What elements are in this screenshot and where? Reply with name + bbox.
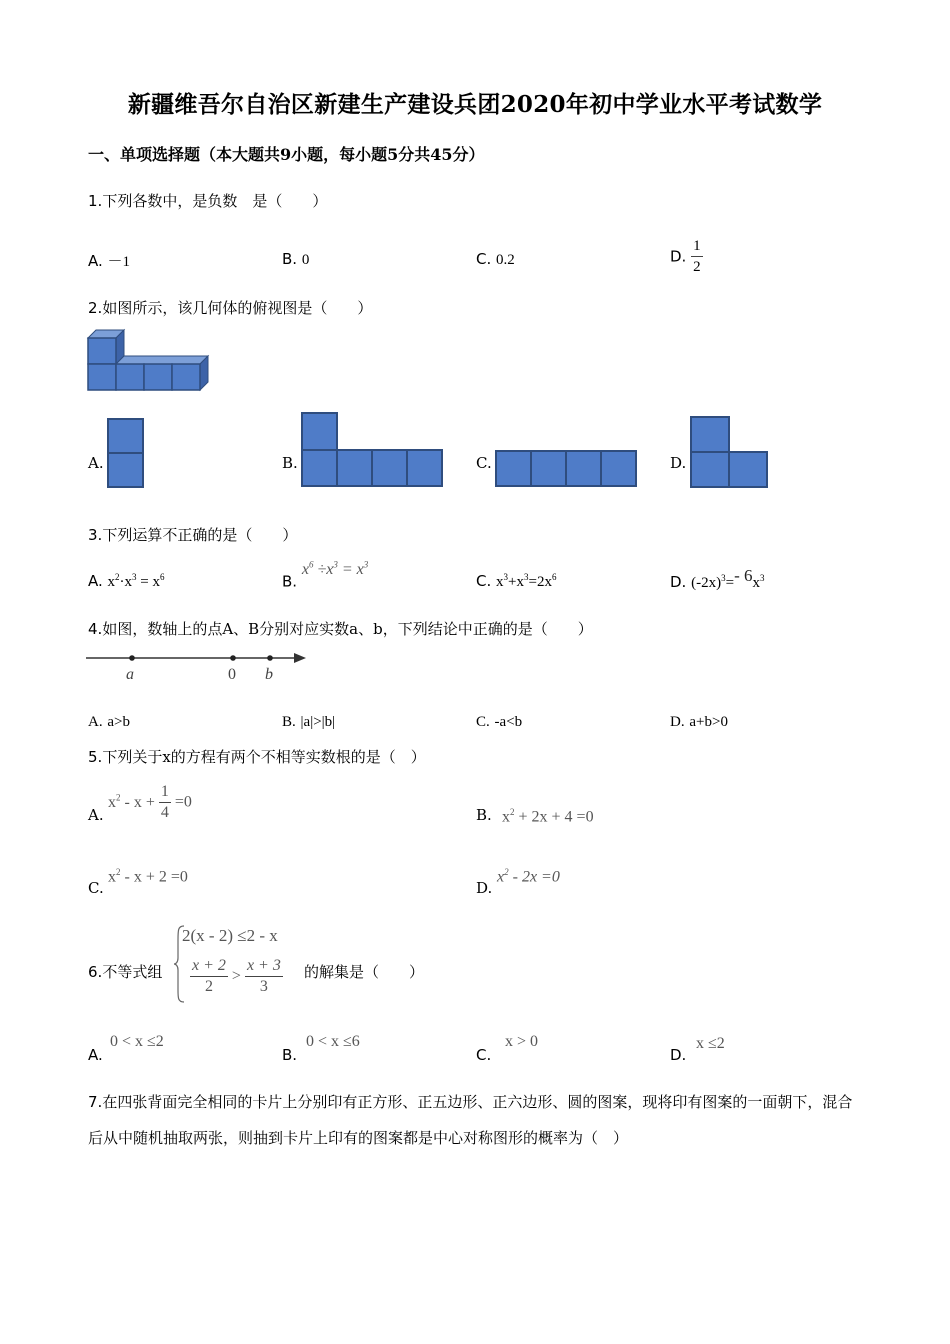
q6-option-c-expr: x > 0 (505, 1033, 539, 1050)
q5-option-a-label: A. (88, 806, 104, 824)
q2-option-b-label: B. (282, 454, 298, 472)
q2-option-a-figure (106, 417, 146, 489)
inequality-2: $\frac{x + 2}{2}$ > $\frac{x + 3}{3}$ (192, 957, 281, 995)
q6-option-b-expr: 0 < x ≤6 (306, 1033, 360, 1050)
q5-option-d-expr: $x^2 - 2x =0$ (497, 867, 560, 886)
q6-option-d-expr: x ≤2 (696, 1035, 725, 1052)
question-6-suffix: 的解集是（ ） (304, 963, 425, 981)
q3-option-c: C. $x^3+x^3=2x^6$ (476, 572, 557, 590)
q5-option-b-label: B. (476, 806, 492, 824)
q1-option-c: C. 0.2 (476, 250, 515, 268)
q1-option-a: A. －1 (88, 252, 131, 270)
question-2: 2.如图所示，该几何体的俯视图是（ ） (88, 299, 373, 317)
fraction: $\frac{1}{2}$ (693, 238, 701, 275)
q5-option-a-expr: $x^2$ - x + $\frac{1}{4}$ =0 (108, 783, 192, 821)
q2-option-b-figure (300, 411, 446, 489)
q6-option-c-label: C. (476, 1046, 492, 1064)
question-5: 5.下列关于x的方程有两个不相等实数根的是（ ） (88, 748, 426, 766)
q2-option-a-label: A. (88, 454, 104, 472)
question-6-label: 6.不等式组 (88, 963, 163, 981)
q6-option-a-label: A. (88, 1046, 103, 1064)
question-1 (88, 190, 327, 211)
q6-option-a-expr: 0 < x ≤2 (110, 1033, 164, 1050)
q4-option-a: A. a>b (88, 714, 130, 730)
q3-option-d: D. $(-2x)^3=-$ $6x^3$ (670, 566, 765, 591)
section-heading: 一、单项选择题（本大题共9小题，每小题5分共45分） (88, 145, 485, 164)
page-title: 新疆维吾尔自治区新建生产建设兵团2020年初中学业水平考试数学 (127, 91, 823, 118)
number-line (86, 648, 310, 688)
q5-option-b-expr: $x^2 + 2x + 4 =0$ (502, 807, 594, 826)
q1-option-d: D. $\frac{1}{2}$ (670, 238, 701, 275)
q6-option-d-label: D. (670, 1046, 687, 1064)
question-4: 4.如图，数轴上的点A、B分别对应实数a、b，下列结论中正确的是（ ） (88, 620, 593, 638)
q2-option-d-figure (689, 415, 771, 489)
q1-option-b: B. 0 (282, 250, 310, 268)
question-number: 1. (88, 192, 103, 210)
q4-option-d: D. a+b>0 (670, 714, 728, 730)
q6-option-b-label: B. (282, 1046, 298, 1064)
q4-option-c: C. -a<b (476, 714, 523, 730)
q2-option-d-label: D. (670, 454, 687, 472)
question-text: 下列各数中，是负数 是（ ） (102, 192, 328, 210)
inequality-1: 2(x - 2) ≤2 - x (182, 926, 278, 945)
q4-option-b: B. |a|>|b| (282, 714, 336, 730)
solid-figure-3d (86, 326, 211, 392)
q3-option-a: A. $x^2\cdot x^3 = x^6$ (88, 572, 165, 590)
axis-label-0: 0 (228, 666, 236, 683)
q5-option-c-expr: $x^2 - x + 2 =0$ (108, 867, 188, 886)
question-7: 7.在四张背面完全相同的卡片上分别印有正方形、正五边形、正六边形、圆的图案，现将印有图案的一面朝下，混合后从中随机抽取两张，则抽到卡片上印有的图案都是中心对称图形的概率为（ ） (88, 1093, 853, 1147)
q2-option-c-figure (494, 449, 638, 489)
q5-option-c-label: C. (88, 879, 104, 897)
q3-option-b: B. $x^6 \div x^3 = x^3$ (282, 560, 369, 591)
q5-option-d-label: D. (476, 879, 493, 897)
question-3: 3.下列运算不正确的是（ ） (88, 526, 298, 544)
axis-label-b: b (265, 666, 273, 683)
axis-label-a: a (126, 666, 134, 683)
q2-option-c-label: C. (476, 454, 492, 472)
